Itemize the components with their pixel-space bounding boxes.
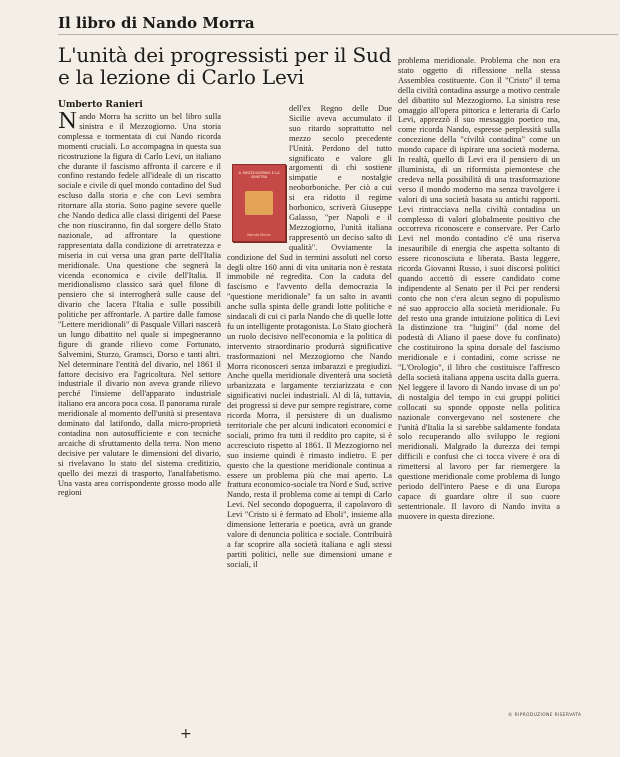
article-author: Umberto Ranieri: [58, 100, 143, 110]
header-divider: [58, 34, 618, 35]
book-cover-author: Nando Morra: [247, 233, 271, 237]
page-edge: [620, 0, 627, 757]
section-title: Il libro di Nando Morra: [58, 14, 255, 32]
article-column-1: [58, 112, 221, 727]
column-2-text: dell'ex Regno delle Due Sicilie aveva accumulato il suo ritardo soprattutto nel mezzo secolo precedente l'Unità. Perdono del tutto significato e valore gli argomenti di chi sostiene simpatie e nostalgie neoborboniche. Per ciò a cui si era ridotto il regime borbonico, scriverà Giuseppe Galasso, "per Napoli e il Mezzogiorno, l'unità italiana rappresentò un deciso salto di qualità". Ovviamente la condizione del Sud in termini assoluti nel corso degli oltre 160 anni di vita unitaria non è restata immobile né regredita. Con la caduta del fascismo e l'avvento della democrazia la "questione meridionale" fa un salto in avanti anche sulla spinta delle grandi lotte politiche e sindacali di cui ci parla Nando che di quelle lotte fu un intelligente protagonista. Lo Stato giocherà un ruolo decisivo nell'economia e la politica di intervento straordinario produrrà significative trasformazioni nel Mezzogiorno che Nando Morra riconosceri senza imbarazzi e pregiudizi. Anche quella meridionale diventerà una società urbanizzata e largamente terziarizzata e con significativi nuclei industriali. Al di là, tuttavia, dei progressi si deve pur sempre registrare, come ricorda Morra, il persistere di un dualismo territoriale che per alcuni indicatori economici e sociali, primo fra tutti il reddito pro capite, si è accresciuto rispetto al 1861. Il Mezzogiorno nel suo insieme quindi è rimasto indietro. E per questo che la questione meridionale continua a essere un problema più che mai aperto. La frattura economico-sociale tra Nord e Sud, scrive Nando, resta il problema come ai tempi di Carlo Levi. Nel secondo dopoguerra, il capolavoro di Levi "Cristo si è fermato ad Eboli", insieme alla dimensione letteraria e poetica, avrà un grande valore di denuncia politica e sociale. Contribuirà a far scoprire alla società italiana e agli stessi partiti politici, nelle sue dimensioni umane e sociali, il: [227, 104, 392, 569]
drop-cap: N: [58, 112, 78, 134]
column-1-text: ando Morra ha scritto un bel libro sulla sinistra e il Mezzogiorno. Una storia complessa e tormentata di cui Nando ricorda momenti cruciali. Lo accompagna in questa sua ricostruzione la figura di Carlo Levi, un italiano che durante il fascismo affronta il carcere e il confino restando fedele all'ideale di un riscatto sociale e civile di quel mondo contadino del Sud escluso dalla storia e che con Levi sembra ritornare alla storia. Sono pagine severe quelle che Nando dedica alle classi dirigenti del Paese che non riusciranno, fin dal sorgere dello Stato nazionale, ad affrontare la questione rappresentata dalla condizione di arretratezza e miseria in cui versa una gran parte dell'Italia meridionale. Una questione che segnerà la vicenda economica e civile dell'Italia. Il meridionalismo classico sarà quel filone di pensiero che si interrogherà sulle cause del divario che lacera l'Italia e sulle possibili politiche per affrontarle. A partire dalle famose "Lettere meridionali" di Pasquale Villari nascerà un lungo dibattito nel quale si impegneranno figure di grande rilievo come Fortunato, Salvemini, Sturzo, Gramsci, Dorso e tanti altri. Nel determinare l'entità del divario, nel 1861 il fattore decisivo era l'agricoltura. Nel settore industriale il divario non aveva grande rilievo perché l'insieme dell'apparato industriale italiano era ancora poca cosa. Il panorama rurale meridionale al momento dell'unità si presentava dominato dal latifondo, dalla micro-proprietà contadina non autosufficiente e con tecniche arcaiche di sfruttamento della terra. Non meno decisive per valutare le dimensioni del divario, si rivelavano lo stato del sistema creditizio, quello dei mezzi di trasporto, l'analfabetismo. Una vasta area corrispondente grosso modo alle regioni: [58, 112, 221, 498]
book-cover-art: [245, 191, 273, 215]
registration-mark: +: [180, 726, 192, 742]
book-cover-title: IL MEZZOGIORNO E LA SINISTRA: [238, 171, 280, 180]
rights-notice: © RIPRODUZIONE RISERVATA: [508, 713, 582, 718]
article-headline: L'unità dei progressisti per il Sud e la lezione di Carlo Levi: [58, 43, 392, 89]
article-column-3: [398, 56, 560, 716]
book-cover-image: [232, 164, 286, 242]
column-3-text: problema meridionale. Problema che non era stato oggetto di riflessione nella stessa Assemblea costituente. Con il "Cristo" il tema della civiltà contadina assurge a motivo centrale del dibattito sul Mezzogiorno. La sinistra rese omaggio all'opera pittorica e letteraria di Carlo Levi, apprezzò il suo messaggio poetico ma, come ricorda Nando, espresse perplessità sulla concezione della "civiltà contadina" come un mondo capace di ispirare una società moderna. In realtà, quello di Levi era il pensiero di un illuminista, di un riformista piemontese che credeva nella possibilità di una trasformazione verso il mondo moderno ma senza travolgere i valori di una società basata su antichi rapporti. Levi rintracciava nella civiltà contadina un complesso di valori globalmente positivo che occorreva riconoscere e conservare. Per Carlo Levi nel mondo contadino c'è una riserva inesauribile di energia che aspetta soltanto di essere riconosciuta e liberata. Basta leggere, ricorda Giovanni Russo, i suoi discorsi politici quando accettò di essere candidato come indipendente al Senato per il Pci per rendersi conto che non c'era alcun segno di populismo né suo approccio alla società meridionale. Fu del resto una grande intuizione politica di Levi la distinzione tra "luigini" (dal nome del podestà di Aliano il paese dove fu confinato) che costituirono la spina dorsale del fascismo meridionale e i contadini, come scrisse ne "L'Orologio", il libro che costituisce l'affresco della società italiana appena uscita dalla guerra. Nel leggere il lavoro di Nando invase di un po' di nostalgia del tempo in cui gruppi politici collocati su sponde opposte nella politica nazionale convergevano nel sostenere che l'unità d'Italia la si sarebbe saldamente fondata solo recuperando allo sviluppo le regioni meridionali. Malgrado la durezza dei tempi difficili e confusi che ci tocca vivere è ora di rimettersi al lavoro per far riemergere la questione meridionale come problema di lungo periodo dell'intero Paese e di una Europa capace di guardare oltre il suo cuore settentrionale. Il lavoro di Nando invita a muovere in questa direzione.: [398, 56, 560, 521]
